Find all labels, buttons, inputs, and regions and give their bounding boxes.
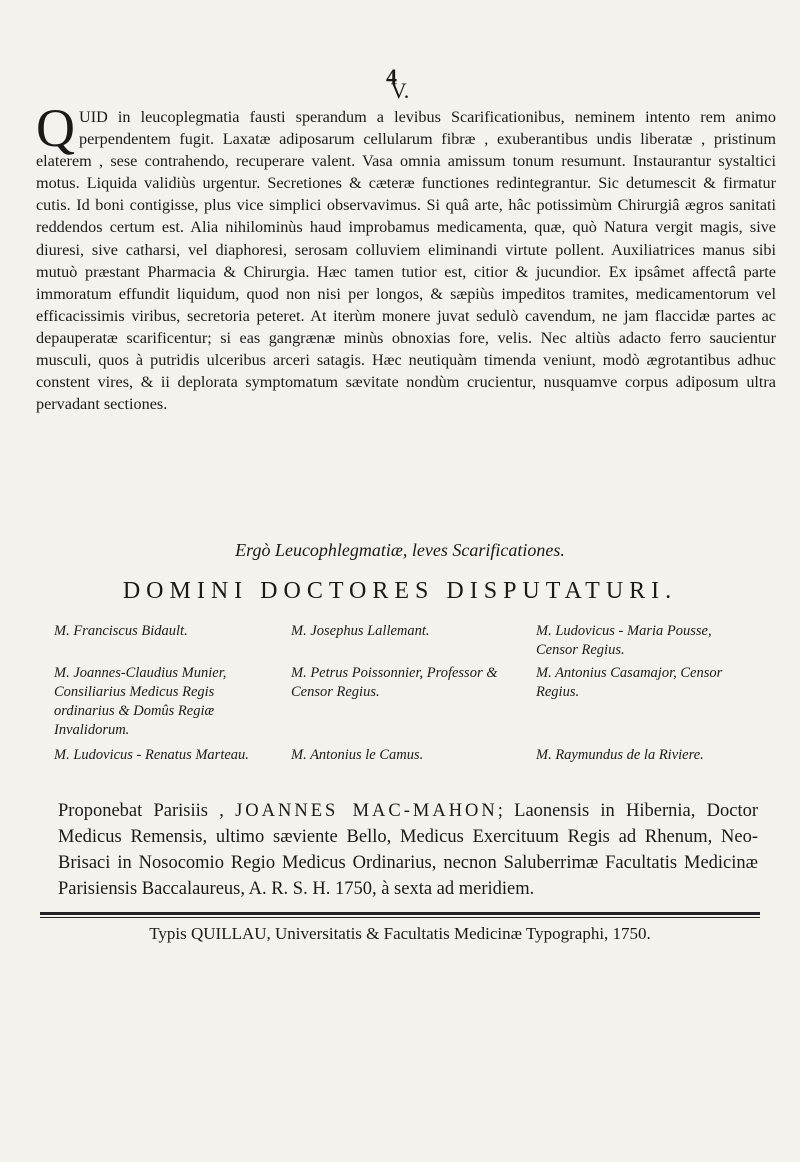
doctor-entry: M. Josephus Lallemant.	[291, 623, 430, 639]
doctor-entry: M. Raymundus de la Riviere.	[536, 747, 704, 763]
section-number: V.	[390, 78, 410, 103]
doctor-entry: M. Franciscus Bidault.	[54, 623, 188, 639]
proponebat-lead: Proponebat Parisiis ,	[58, 801, 224, 821]
proponebat-paragraph	[58, 798, 758, 902]
doctors-heading: DOMINI DOCTORES DISPUTATURI.	[122, 578, 678, 604]
divider-thin	[40, 917, 760, 918]
doctor-entry: M. Ludovicus - Renatus Marteau.	[54, 747, 249, 763]
page-mark: 4	[386, 64, 397, 89]
doctors-list	[54, 622, 774, 762]
doctor-entry: M. Petrus Poissonnier, Professor & Censor Regius.	[291, 665, 498, 700]
doctor-entry: M. Joannes-Claudius Munier, Consiliarius Medicus Regis ordinarius & Domûs Regiæ Invalidorum.	[54, 665, 227, 738]
divider-thick	[40, 912, 760, 915]
candidate-name: JOANNES MAC-MAHON	[235, 801, 498, 821]
main-paragraph	[36, 98, 776, 415]
doctor-entry: M. Antonius le Camus.	[291, 747, 424, 763]
proponebat-rest: ; Laonensis in Hibernia, Doctor Medicus Remensis, ultimo sæviente Bello, Medicus Exercituum Regis ad Rhenum, Neo-Brisaci in Nosocomio Regio Medicus Ordinarius, necnon Saluberrimæ Facultatis Medicinæ Parisiensis Baccalaureus, A. R. S. H. 1750, à sexta ad meridiem.	[58, 801, 759, 899]
doctor-entry: M. Ludovicus - Maria Pousse, Censor Regius.	[536, 623, 712, 658]
thesis-statement: Ergò Leucophlegmatiæ, leves Scarificationes.	[235, 540, 565, 560]
paragraph-text: UID in leucoplegmatia fausti sperandum a levibus Scarificationibus, neminem intento rem animo perpendentem fugit. Laxatæ adiposarum cellularum fibræ , exuberantibus undis liberatæ , pristinum elaterem , sese contrahendo, recuperare valent. Vasa omnia amissum tonum resumunt. Instaurantur systaltici motus. Liquida validiùs urgentur. Secretiones & cæteræ functiones redintegrantur. Sic detumescit & firmatur cutis. Id boni contigisse, plus vice simplici observavimus. Si quâ arte, hâc potissimùm Chirurgiâ ægros sanitati reddendos certum est. Alia nihilominùs haud improbamus medicamenta, quæ, quò Natura vergit magis, sive diuresi, sive catharsi, vel diaphoresi, serosam colluviem eliminandi virtute pollent. Auxiliatrices manus sibi mutuò præstant Pharmacia & Chirurgia. Hæc tamen tutior est, citior & jucundior. Ex ipsâmet affectâ parte immoratum effundit liquidum, quod non nisi per longos, & sæpiùs impeditos tramites, medicamentorum vel efficacissimis viribus, secretoria peteret. At iterùm monere juvat sedulò cavendum, ne jam flaccidæ partes ac depauperatæ scarificentur; si eas gangrænæ minùs obnoxias fore, velis. Nec altiùs adacto ferro saucientur musculi, quos à putridis ulceribus arceri satagis. Hæc neutiquàm timenda veniunt, modò ægrotantibus adhuc constent vires, & ii deplorata symptomatum sævitate nondùm crucientur, nusquamve corpus adiposum ultra pervadant sectiones.	[36, 108, 776, 414]
printer-imprint: Typis QUILLAU, Universitatis & Facultatis Medicinæ Typographi, 1750.	[149, 924, 651, 943]
doctor-entry: M. Antonius Casamajor, Censor Regius.	[536, 665, 723, 700]
drop-cap: Q	[36, 98, 75, 158]
